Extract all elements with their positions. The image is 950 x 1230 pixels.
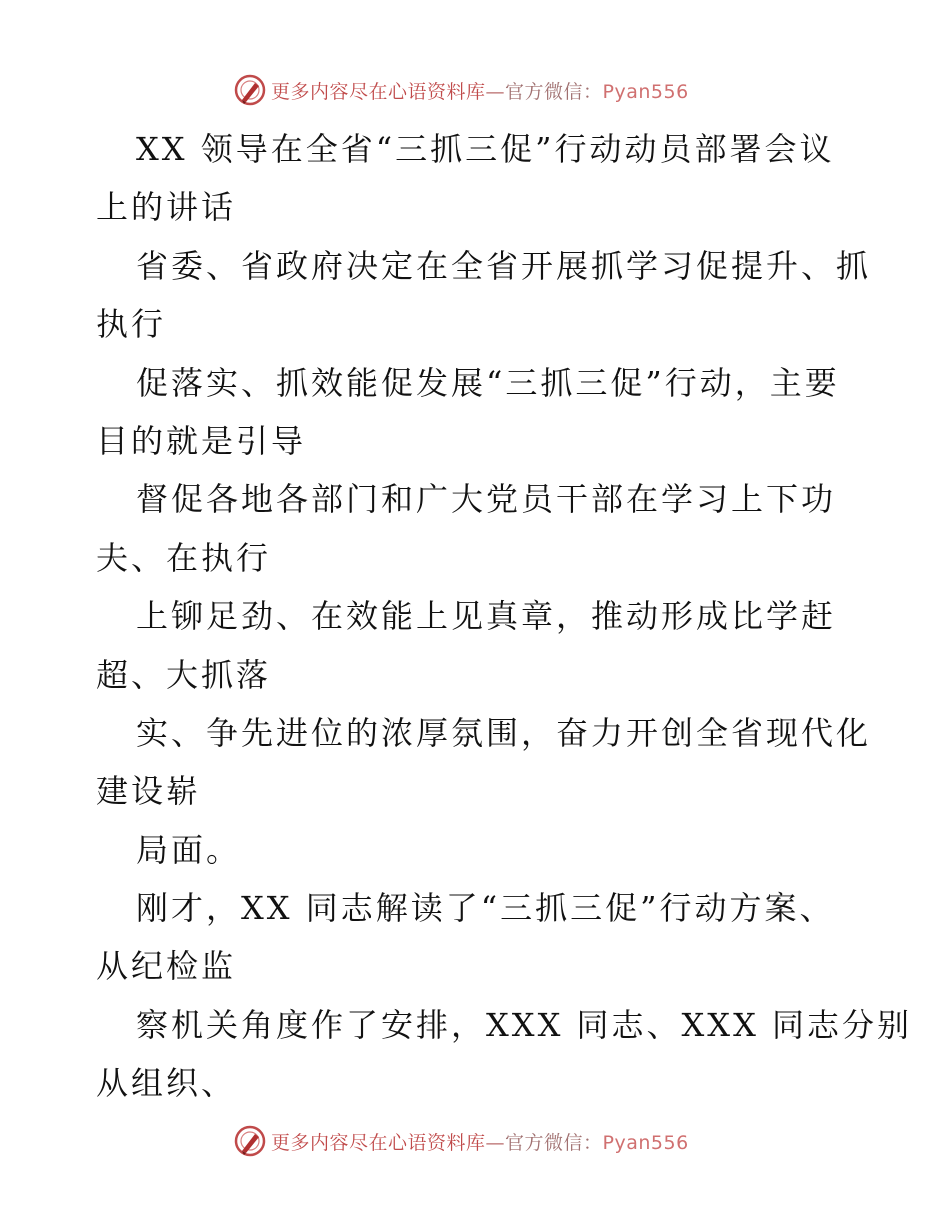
paragraph-line: 省委、省政府决定在全省开展抓学习促提升、抓: [136, 246, 872, 285]
footer-watermark: [233, 1123, 689, 1159]
paragraph-line: 从纪检监: [96, 947, 237, 986]
paragraph-line: 上铆足劲、在效能上见真章，推动形成比学赶: [136, 597, 837, 636]
paragraph-line: 建设崭: [96, 772, 202, 811]
title-line-1: XX 领导在全省“三抓三促”行动动员部署会议: [136, 130, 835, 168]
header-watermark: [233, 72, 689, 108]
watermark-text: 更多内容尽在心语资料库—官方微信：Pyan556: [271, 80, 689, 103]
watermark-text: 更多内容尽在心语资料库—官方微信：Pyan556: [271, 1131, 689, 1154]
paragraph-line: 夫、在执行: [96, 538, 272, 577]
paragraph-line: 促落实、抓效能促发展“三抓三促”行动，主要: [136, 363, 840, 402]
paragraph-line: 目的就是引导: [96, 421, 307, 460]
document-body: [96, 120, 913, 1113]
paragraph-line: 从组织、: [96, 1064, 237, 1103]
paragraph-line: 实、争先进位的浓厚氛围，奋力开创全省现代化: [136, 713, 872, 752]
pen-logo-icon: [233, 1124, 267, 1158]
title-line-2: 上的讲话: [96, 188, 237, 227]
paragraph-line: 局面。: [136, 830, 242, 869]
paragraph-line: 察机关角度作了安排，XXX 同志、XXX 同志分别: [136, 1005, 913, 1044]
paragraph-line: 执行: [96, 305, 167, 344]
paragraph-line: 超、大抓落: [96, 655, 272, 694]
paragraph-line: 刚才，XX 同志解读了“三抓三促”行动方案、: [136, 889, 835, 928]
paragraph-line: 督促各地各部门和广大党员干部在学习上下功: [136, 480, 837, 519]
pen-logo-icon: [233, 73, 267, 107]
